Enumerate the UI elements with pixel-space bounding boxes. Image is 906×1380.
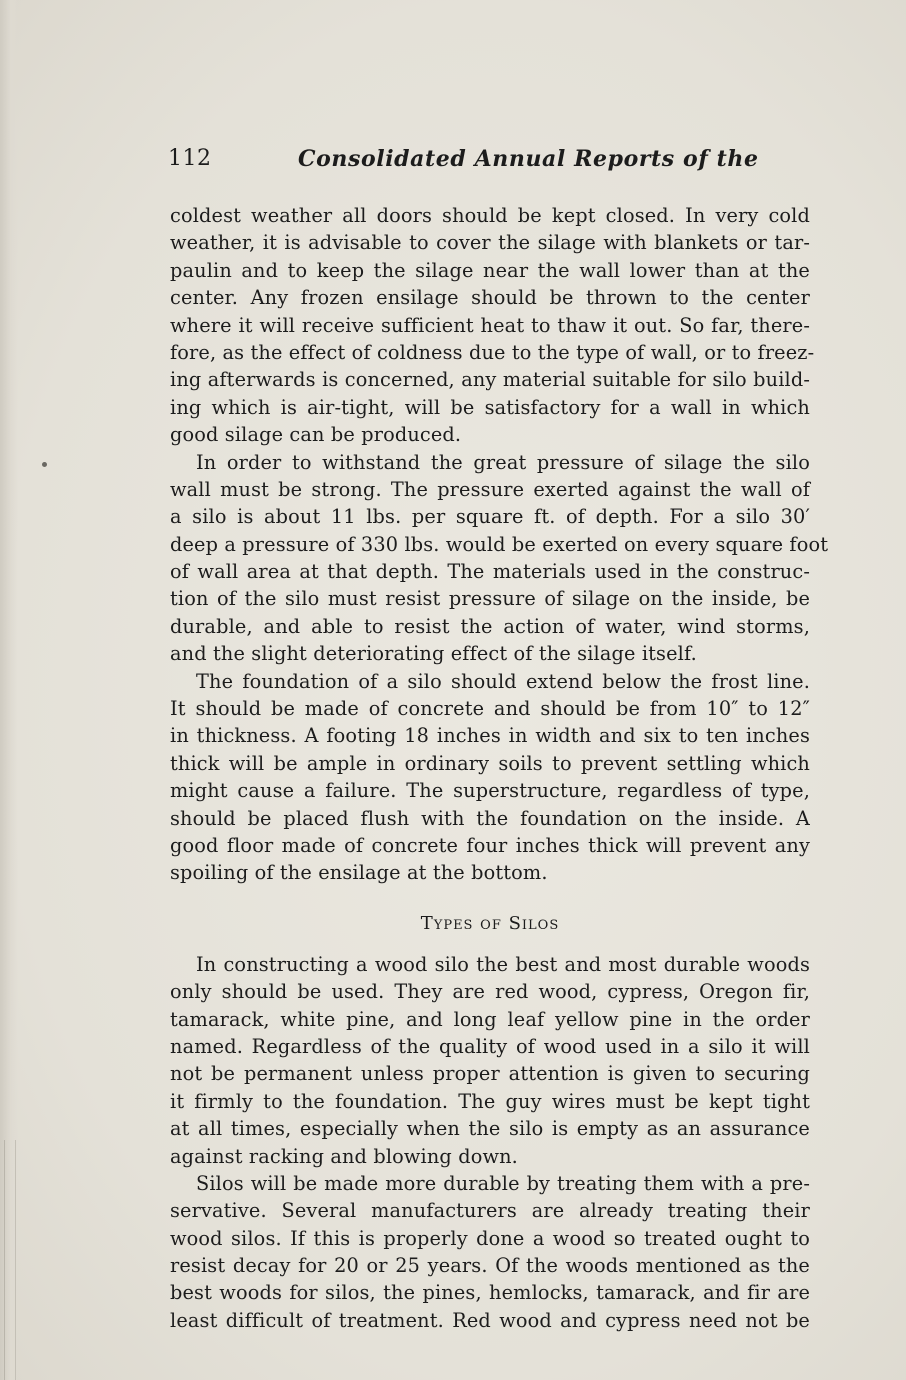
text-line: paulin and to keep the silage near the wall lower than at the [170, 258, 810, 282]
text-line: Silos will be made more durable by treating them with a pre- [196, 1171, 810, 1195]
text-line: it firmly to the foundation. The guy wires must be kept tight [170, 1089, 810, 1113]
text-line: The foundation of a silo should extend below the frost line. [196, 669, 810, 693]
text-line: and the slight deteriorating effect of the silage itself. [170, 642, 697, 666]
text-line: in thickness. A footing 18 inches in width and six to ten inches [170, 724, 810, 748]
text-line: fore, as the effect of coldness due to the type of wall, or to freez- [170, 340, 815, 364]
text-line: where it will receive sufficient heat to thaw it out. So far, there- [170, 313, 810, 337]
text-line: against racking and blowing down. [170, 1144, 518, 1168]
text-line: wall must be strong. The pressure exerted against the wall of [170, 477, 810, 501]
text-line: In constructing a wood silo the best and most durable woods [196, 952, 810, 976]
body-text [170, 202, 829, 1334]
section-heading: Types of Silos [420, 912, 560, 934]
text-line: spoiling of the ensilage at the bottom. [170, 861, 548, 885]
running-title: Consolidated Annual Reports of the [298, 146, 759, 172]
text-line: named. Regardless of the quality of wood used in a silo it will [170, 1034, 810, 1058]
text-line: wood silos. If this is properly done a wood so treated ought to [170, 1226, 810, 1250]
text-line: thick will be ample in ordinary soils to prevent settling which [170, 751, 810, 775]
text-line: durable, and able to resist the action of water, wind storms, [170, 614, 810, 638]
page-header [168, 146, 808, 180]
text-line: ing which is air-tight, will be satisfactory for a wall in which [170, 395, 810, 419]
text-line: In order to withstand the great pressure of silage the silo [196, 450, 810, 474]
text-line: center. Any frozen ensilage should be thrown to the center [170, 286, 810, 310]
text-line: good floor made of concrete four inches thick will prevent any [170, 833, 810, 857]
text-line: servative. Several manufacturers are already treating their [170, 1199, 810, 1223]
text-line: best woods for silos, the pines, hemlocks, tamarack, and fir are [170, 1281, 810, 1305]
text-line: weather, it is advisable to cover the silage with blankets or tar- [170, 231, 810, 255]
text-line: tion of the silo must resist pressure of silage on the inside, be [170, 587, 810, 611]
text-line: resist decay for 20 or 25 years. Of the woods mentioned as the [170, 1254, 810, 1278]
text-line: deep a pressure of 330 lbs. would be exerted on every square foot [170, 532, 829, 556]
text-line: It should be made of concrete and should be from 10″ to 12″ [170, 697, 810, 721]
page-number: 112 [168, 146, 212, 171]
text-line: might cause a failure. The superstructure, regardless of type, [170, 779, 810, 803]
text-line: good silage can be produced. [170, 423, 462, 447]
text-line: not be permanent unless proper attention is given to securing [170, 1062, 810, 1086]
paper-speck [42, 462, 47, 467]
text-line: only should be used. They are red wood, cypress, Oregon fir, [170, 980, 810, 1004]
binding-lines [4, 1140, 16, 1380]
text-line: of wall area at that depth. The materials used in the construc- [170, 560, 810, 584]
text-line: at all times, especially when the silo is empty as an assurance [170, 1117, 810, 1141]
text-line: ing afterwards is concerned, any material suitable for silo build- [170, 368, 810, 392]
text-line: a silo is about 11 lbs. per square ft. of depth. For a silo 30′ [170, 505, 810, 529]
text-line: tamarack, white pine, and long leaf yellow pine in the order [170, 1007, 810, 1031]
text-line: coldest weather all doors should be kept closed. In very cold [170, 204, 810, 227]
text-line: should be placed flush with the foundation on the inside. A [170, 806, 810, 830]
text-line: least difficult of treatment. Red wood and cypress need not be [170, 1308, 810, 1332]
